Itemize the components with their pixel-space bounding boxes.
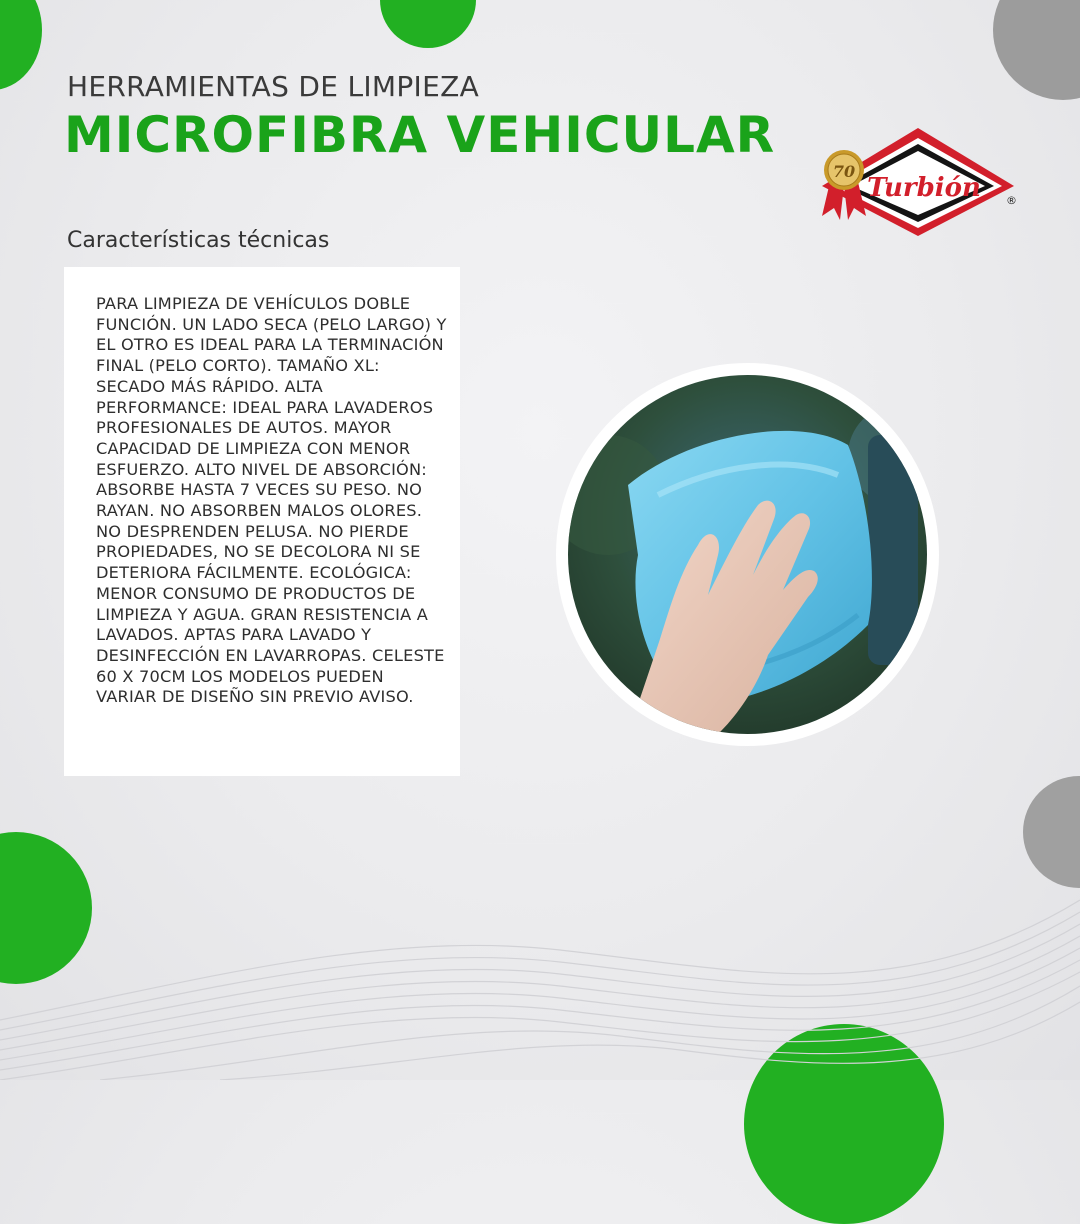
product-photo-hand-towel [568, 375, 927, 734]
logo-wordmark: Turbión [867, 173, 981, 203]
header-subtitle: HERRAMIENTAS DE LIMPIEZA [67, 70, 480, 103]
specs-card [64, 267, 460, 776]
product-photo-frame [556, 363, 939, 746]
registered-mark: ® [1006, 194, 1017, 207]
specs-description: PARA LIMPIEZA DE VEHÍCULOS DOBLE FUNCIÓN. UN LADO SECA (PELO LARGO) Y EL OTRO ES IDEAL PARA LA TERMINACIÓN FINAL (PELO CORTO). TAMAÑO XL: SECADO MÁS RÁPIDO. ALTA PERFORMANCE: IDEAL PARA LAVADEROS PROFESIONALES DE AUTOS. MAYOR CAPACIDAD DE LIMPIEZA CON MENOR ESFUERZO. ALTO NIVEL DE ABSORCIÓN: ABSORBE HASTA 7 VECES SU PESO. NO RAYAN. NO ABSORBEN MALOS OLORES. NO DESPRENDEN PELUSA. NO PIERDE PROPIEDADES, NO SE DECOLORA NI SE DETERIORA FÁCILMENTE. ECOLÓGICA: MENOR CONSUMO DE PRODUCTOS DE LIMPIEZA Y AGUA. GRAN RESISTENCIA A LAVADOS. APTAS PARA LAVADO Y DESINFECCIÓN EN LAVARROPAS. CELESTE 60 X 70CM LOS MODELOS PUEDEN VARIAR DE DISEÑO SIN PREVIO AVISO. [96, 294, 447, 707]
background-wave-lines [0, 780, 1080, 1080]
turbion-logo [818, 124, 1020, 240]
green-circle-top-center [380, 0, 476, 48]
page-title: MICROFIBRA VEHICULAR [64, 106, 776, 164]
specs-heading: Características técnicas [67, 228, 330, 253]
badge-number: 70 [832, 162, 856, 181]
green-circle-top-left [0, 0, 42, 90]
gray-circle-top-right [993, 0, 1080, 100]
